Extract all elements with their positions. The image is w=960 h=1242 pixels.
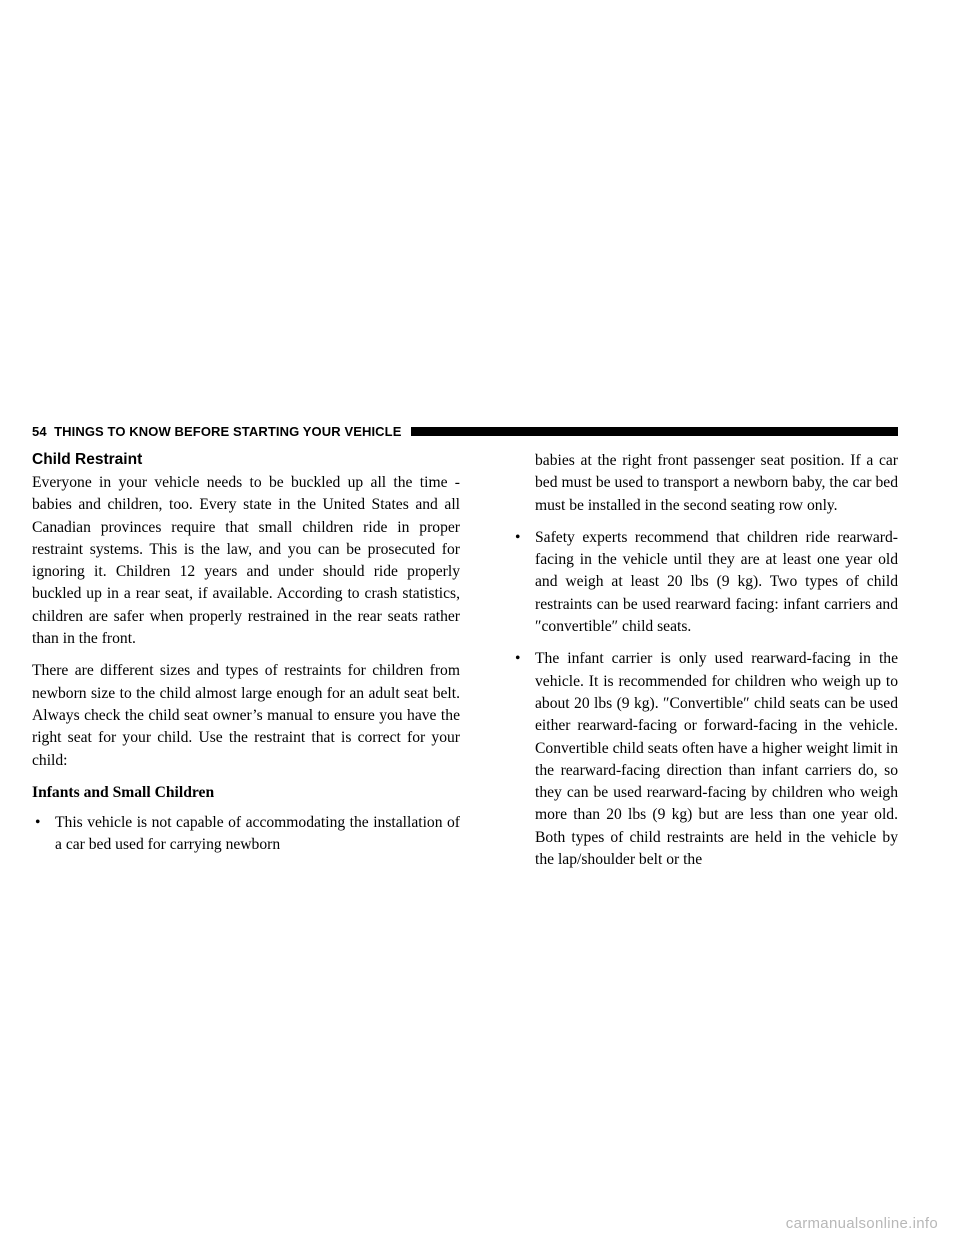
left-column	[32, 450, 460, 867]
header-rule	[411, 427, 898, 436]
bullet-item	[32, 812, 460, 857]
bullet-item	[512, 527, 898, 638]
paragraph-intro: Everyone in your vehicle needs to be buckled up all the time - babies and children, too. Every state in the United States and all Canadian provinces require that small children ride in proper restraint systems. This is the law, and you can be prosecuted for ignoring it. Children 12 years and under should ride properly buckled up in a rear seat, if available. According to crash statistics, children are safer when properly restrained in the rear seats rather than in the front.	[32, 474, 460, 648]
subheading-infants: Infants and Small Children	[32, 783, 215, 801]
bullet-text: This vehicle is not capable of accommodating the installation of a car bed used for carrying newborn	[55, 814, 460, 854]
bullet-symbol: •	[515, 528, 521, 546]
bullet-continuation: babies at the right front passenger seat position. If a car bed must be used to transport a newborn baby, the car bed must be installed in the second seating row only.	[535, 452, 898, 514]
bullet-item	[512, 648, 898, 871]
right-column	[512, 450, 898, 881]
bullet-text: The infant carrier is only used rearward-facing in the vehicle. It is recommended for children who weigh up to about 20 lbs (9 kg). ″Convertible″ child seats can be used either rearward-facing or forward-facing in the vehicle. Convertible child seats often have a higher weight limit in the rearward-facing direction than infant carriers do, so they can be used rearward-facing by children who weigh more than 20 lbs (9 kg) but are less than one year old. Both types of child restraints are held in the vehicle by the lap/shoulder belt or the	[535, 650, 898, 869]
section-title: Child Restraint	[32, 451, 143, 468]
bullet-symbol: •	[515, 650, 521, 668]
watermark: carmanualsonline.info	[785, 1215, 938, 1232]
header-text	[32, 424, 401, 439]
bullet-text: Safety experts recommend that children ride rearward-facing in the vehicle until they are at least one year old and weigh at least 20 lbs (9 kg). Two types of child restraints can be used rearward facing: infant carriers and ″convertible″ child seats.	[535, 528, 898, 636]
chapter-title: THINGS TO KNOW BEFORE STARTING YOUR VEHICLE	[54, 423, 402, 439]
paragraph-sizes: There are different sizes and types of restraints for children from newborn size to the child almost large enough for an adult seat belt. Always check the child seat owner’s manual to ensure you have the right seat for your child. Use the restraint that is correct for your child:	[32, 662, 460, 769]
bullet-symbol: •	[35, 814, 41, 832]
page-number: 54	[32, 423, 47, 439]
page-header	[32, 422, 898, 440]
